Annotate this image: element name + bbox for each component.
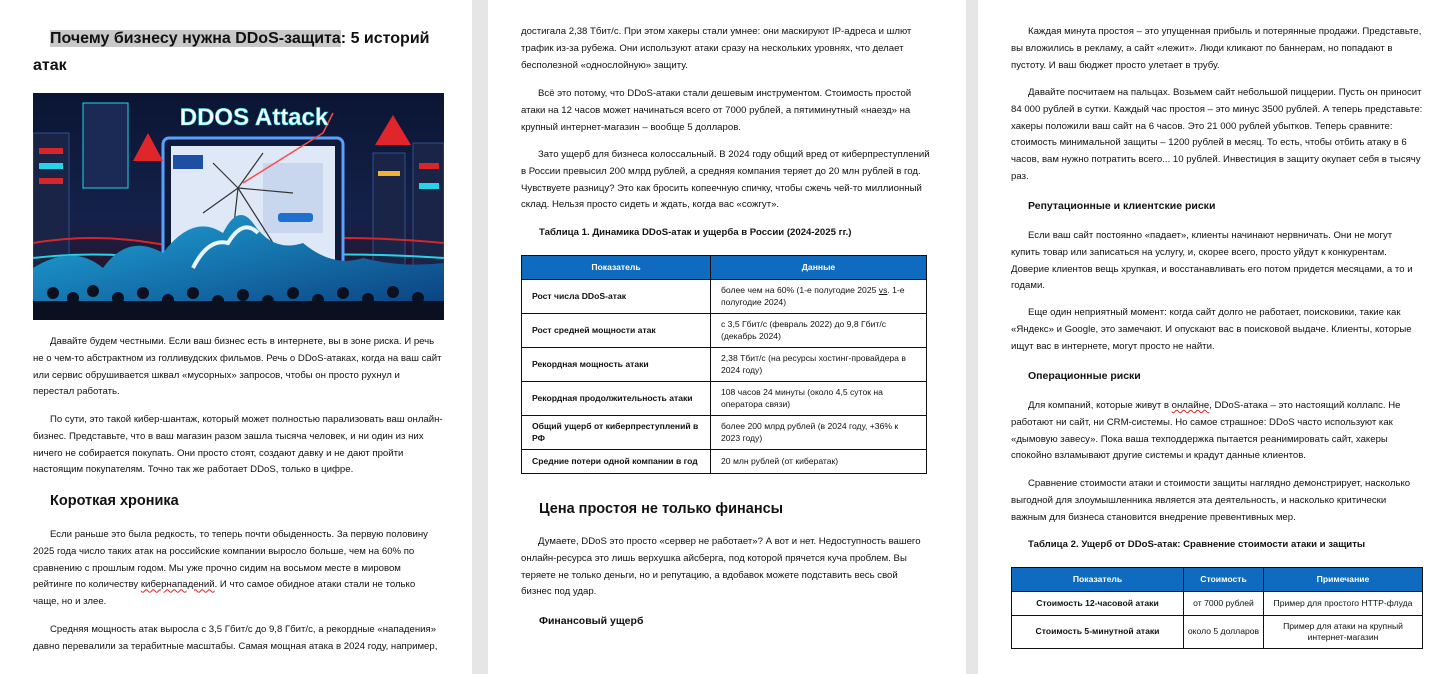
spelling-error[interactable]: онлайне <box>1171 400 1210 411</box>
section-heading: Цена простоя не только финансы <box>539 501 784 517</box>
paragraph <box>1011 398 1423 465</box>
paragraph: Каждая минута простоя – это упущенная прибыль и потерянные продажи. Представьте, вы вложились в рекламу, а сайт «лежит». Люди кликают по баннерам, но попадают в пустоту. И ваш бюджет просто улетает в трубу. <box>1011 26 1422 71</box>
paragraph: Средняя мощность атак выросла с 3,5 Гбит/с до 9,8 Гбит/с, а рекордные «нападения» давно перевалили за терабитные масштабы. Самая мощная атака в 2024 году, например, <box>33 624 438 652</box>
subsection-heading: Финансовый ущерб <box>539 615 644 627</box>
table-row <box>522 416 927 450</box>
table-row <box>1012 592 1423 616</box>
document-page-1 <box>0 0 472 674</box>
title-highlighted-text: Почему бизнесу нужна DDoS-защита <box>50 30 341 47</box>
text: . 1-е полугодие 2024) <box>721 285 905 307</box>
paragraph: Давайте посчитаем на пальцах. Возьмем сайт небольшой пиццерии. Пусть он приносит 84 000 рублей в сутки. Каждый час простоя – это минус 3500 рублей. А теперь представьте: хакеры положили ваш сайт на 6 часов. Это 21 000 рублей убытков. Теперь сравните: стоимость минимальной защиты – 1200 рублей в месяц. То есть, чтобы отбить атаку в 6 часов, вам нужно потратить всего... 10 рублей. Инвестиция в защиту окупает себя в тысячу раз. <box>1011 87 1423 182</box>
table-cell-value <box>711 280 927 314</box>
paragraph: Давайте будем честными. Если ваш бизнес есть в интернете, вы в зоне риска. И речь не о чем-то абстрактном из голливудских фильмов. Речь о DDoS-атаках, когда на ваш сайт или сервис обрушивается шквал «мусорных» запросов, чтобы он просто рухнул и перестал работать. <box>33 336 442 398</box>
table-row <box>522 382 927 416</box>
table-row <box>522 314 927 348</box>
table-row <box>522 450 927 474</box>
paragraph: Зато ущерб для бизнеса колоссальный. В 2024 году общий вред от киберпреступлений в России превысил 200 млрд рублей, а средняя компания теряет до 20 млн рублей в год. Чувствуете разницу? Это как бросить копеечную спичку, чтобы сжечь чей-то миллионный склад. Нельзя просто сидеть и ждать, когда вас «сожгут». <box>521 149 930 211</box>
table-header-row <box>1012 568 1423 592</box>
title-rest: : 5 историй атак <box>33 30 430 74</box>
text: более чем на 60% (1-е полугодие 2025 <box>721 285 879 295</box>
page-gap <box>966 0 978 674</box>
attack-vs-protection-table <box>1011 567 1423 649</box>
table-header: Примечание <box>1264 568 1423 592</box>
table-cell-value: с 3,5 Гбит/с (февраль 2022) до 9,8 Гбит/с (декабрь 2024) <box>711 314 927 348</box>
paragraph: Думаете, DDoS это просто «сервер не работает»? А вот и нет. Недоступность вашего онлайн-ресурса это лишь верхушка айсберга, под которой прячется куча проблем. Вы теряете не только деньги, но и репутацию, а вдобавок можете подставить весь свой бизнес под удар. <box>521 536 921 598</box>
table-row <box>522 348 927 382</box>
table-caption: Таблица 1. Динамика DDoS-атак и ущерба в России (2024-2025 гг.) <box>539 227 852 238</box>
text: Если раньше это была редкость, то теперь почти обыденность. За первую половину 2025 года число таких атак на российские компании выросло больше, чем на 60% по сравнению с прошлым годом. Мы уже прочно сидим на восьмом месте в мировом рейтинге по количеству <box>33 529 428 591</box>
table-cell-label: Стоимость 12-часовой атаки <box>1012 592 1184 616</box>
table-cell-label: Рост числа DDoS-атак <box>522 280 711 314</box>
table-cell-cost: около 5 долларов <box>1184 616 1264 649</box>
table-cell-label: Рекордная продолжительность атаки <box>522 382 711 416</box>
document-page-3 <box>978 0 1452 674</box>
table-cell-value: 108 часов 24 минуты (около 4,5 суток на оператора связи) <box>711 382 927 416</box>
table-header: Показатель <box>522 256 711 280</box>
image-heading-text: DDOS Attack <box>179 104 329 131</box>
paragraph: Еще один неприятный момент: когда сайт долго не работает, поисковики, такие как «Яндекс» и Google, это замечают. И опускают вас в поисковой выдаче. Клиенты, которые ищут вас в интернете, могут просто не найти. <box>1011 307 1412 352</box>
text: Для компаний, которые живут в <box>1028 400 1172 411</box>
table-row <box>522 280 927 314</box>
table-cell-value: 20 млн рублей (от кибератак) <box>711 450 927 474</box>
ddos-dynamics-table <box>521 255 927 474</box>
paragraph: Всё это потому, что DDoS-атаки стали дешевым инструментом. Стоимость простой атаки на 12 часов может начинаться всего от 7000 рублей, а пятиминутный «наезд» на крупный интернет-магазин – вообще 5 долларов. <box>521 88 912 133</box>
document-page-2 <box>488 0 966 674</box>
page-gap <box>472 0 488 674</box>
table-cell-label: Общий ущерб от киберпреступлений в РФ <box>522 416 711 450</box>
table-cell-label: Стоимость 5-минутной атаки <box>1012 616 1184 649</box>
table-caption: Таблица 2. Ущерб от DDoS-атак: Сравнение стоимости атаки и защиты <box>1028 539 1366 550</box>
table-cell-label: Рекордная мощность атаки <box>522 348 711 382</box>
table-header-row <box>522 256 927 280</box>
spelling-error[interactable]: кибернападений <box>140 579 215 591</box>
table-cell-value: более 200 млрд рублей (в 2024 году, +36% к 2023 году) <box>711 416 927 450</box>
subsection-heading: Репутационные и клиентские риски <box>1028 200 1216 212</box>
subsection-heading: Операционные риски <box>1028 370 1141 382</box>
paragraph: Если ваш сайт постоянно «падает», клиенты начинают нервничать. Они не могут купить товар или записаться на услугу, и, скорее всего, просто уйдут к конкурентам. Доверие клиентов вещь хрупкая, и восстанавливать его потом придется месяцами, а то и годами. <box>1011 230 1413 292</box>
article-title <box>33 25 453 79</box>
paragraph: Сравнение стоимости атаки и стоимости защиты наглядно демонстрирует, насколько выгодной для злоумышленника является эта деятельность, и насколько критически важным для бизнеса становится внедрение превентивных мер. <box>1011 478 1411 523</box>
table-cell-note: Пример для атаки на крупный интернет-магазин <box>1264 616 1423 649</box>
table-cell-label: Рост средней мощности атак <box>522 314 711 348</box>
table-cell-note: Пример для простого HTTP-флуда <box>1264 592 1423 616</box>
table-header: Показатель <box>1012 568 1184 592</box>
paragraph <box>33 527 443 611</box>
table-row <box>1012 616 1423 649</box>
paragraph: достигала 2,38 Тбит/с. При этом хакеры стали умнее: они маскируют IP-адреса и шлют трафик из-за рубежа. Они используют атаки сразу на нескольких уровнях, что делает бесполезной «однослойную» защиту. <box>521 26 912 71</box>
table-header: Стоимость <box>1184 568 1264 592</box>
table-cell-label: Средние потери одной компании в год <box>522 450 711 474</box>
table-header: Данные <box>711 256 927 280</box>
underlined-text: vs <box>878 285 888 295</box>
table-cell-cost: от 7000 рублей <box>1184 592 1264 616</box>
section-heading: Короткая хроника <box>50 493 179 509</box>
paragraph: По сути, это такой кибер-шантаж, который может полностью парализовать ваш онлайн-бизнес. Представьте, что в ваш магазин разом зашла тысяча человек, и ни один из них ничего не собирается покупать. Они просто стоят, создают давку и не дают пройти настоящим покупателям. Точно так же работает DDoS, только в цифре. <box>33 414 443 476</box>
text: . И что самое обидное атаки стали не только чаще, но и злее. <box>33 579 416 608</box>
text: , DDoS-атака – это настоящий коллапс. Не работают ни сайт, ни CRM-системы. Но самое страшное: DDoS часто используют как «дымовую завесу». Пока ваша техподдержка пытается реанимировать сайт, хакеры спокойно взламывают другие системы и крадут данные клиентов. <box>1011 400 1401 462</box>
ddos-attack-illustration[interactable] <box>33 93 444 320</box>
table-cell-value: 2,38 Тбит/с (на ресурсы хостинг-провайдера в 2024 году) <box>711 348 927 382</box>
